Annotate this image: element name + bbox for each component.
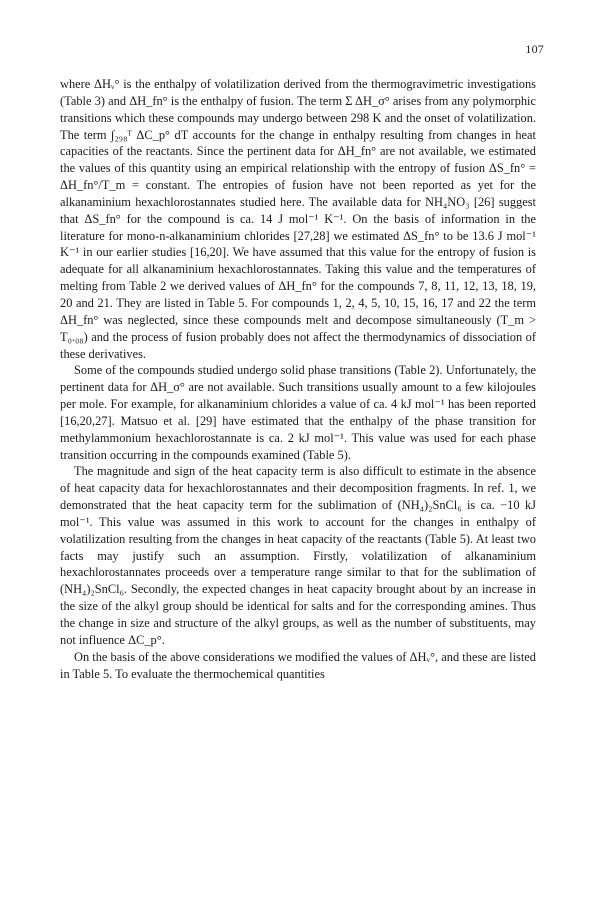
body-text: [60, 76, 536, 682]
paragraph-1: where ΔHᵥ° is the enthalpy of volatilization derived from the thermogravimetric investigations (Table 3) and ΔH_fn° is the enthalpy of fusion. The term Σ ΔH_σ° arises from any polymorphic transitions which these compounds may undergo between 298 K and the onset of volatilization. The term ∫₂₉₈ᵀ ΔC_p° dT accounts for the change in enthalpy resulting from changes in heat capacities of the reactants. Since the pertinent data for ΔH_fn° are not available, we estimated the values of this quantity using an empirical relationship with the entropy of fusion ΔS_fn° = ΔH_fn°/T_m = constant. The entropies of fusion have not been reported as yet for the alkanaminium hexachlorostannates studied here. The available data for NH₄NO₃ [26] suggest that ΔS_fn° for the compound is ca. 14 J mol⁻¹ K⁻¹. On the basis of information in the literature for mono-n-alkanaminium chlorides [27,28] we estimated ΔS_fn° to be 13.6 J mol⁻¹ K⁻¹ in our earlier studies [16,20]. We have assumed that this value for the entropy of fusion is adequate for all alkanaminium hexachlorostannates. Taking this value and the temperatures of melting from Table 2 we derived values of ΔH_fn° for the compounds 7, 8, 11, 12, 13, 18, 19, 20 and 21. They are listed in Table 5. For compounds 1, 2, 4, 5, 10, 15, 16, 17 and 22 the term ΔH_fn° was neglected, since these compounds melt and decompose simultaneously (T_m > T₀.₀₈) and the process of fusion probably does not affect the thermodynamics of dissociation of these derivatives.: [60, 77, 536, 361]
paragraph-2: Some of the compounds studied undergo solid phase transitions (Table 2). Unfortunately, the pertinent data for ΔH_σ° are not available. Such transitions usually amount to a few kilojoules per mole. For example, for alkanaminium chlorides a value of ca. 4 kJ mol⁻¹ has been reported [16,20,27]. Matsuo et al. [29] have estimated that the enthalpy of the phase transition for methylammonium hexachlorostannate is ca. 2 kJ mol⁻¹. This value was used for each phase transition occurring in the compounds examined (Table 5).: [60, 363, 536, 462]
page-number: 107: [525, 42, 544, 56]
paragraph-3: The magnitude and sign of the heat capacity term is also difficult to estimate in the absence of heat capacity data for hexachlorostannates and their decomposition fragments. In ref. 1, we demonstrated that the heat capacity term for the sublimation of (NH₄)₂SnCl₆ is ca. −10 kJ mol⁻¹. This value was assumed in this work to account for the changes in enthalpy of volatilization resulting from the changes in heat capacity of the reactants (Table 5). At least two facts may justify such an assumption. Firstly, volatilization of alkanaminium hexachlorostannates proceeds over a temperature range similar to that for the sublimation of (NH₄)₂SnCl₆. Secondly, the expected changes in heat capacity brought about by an increase in the size of the alkyl group should be identical for salts and for the corresponding amines. Thus the change in size and structure of the alkyl groups, as well as the number of substituents, may not influence ΔC_p°.: [60, 464, 536, 647]
paragraph-4: On the basis of the above considerations we modified the values of ΔHᵥ°, and these are listed in Table 5. To evaluate the thermochemical quantities: [60, 649, 536, 681]
